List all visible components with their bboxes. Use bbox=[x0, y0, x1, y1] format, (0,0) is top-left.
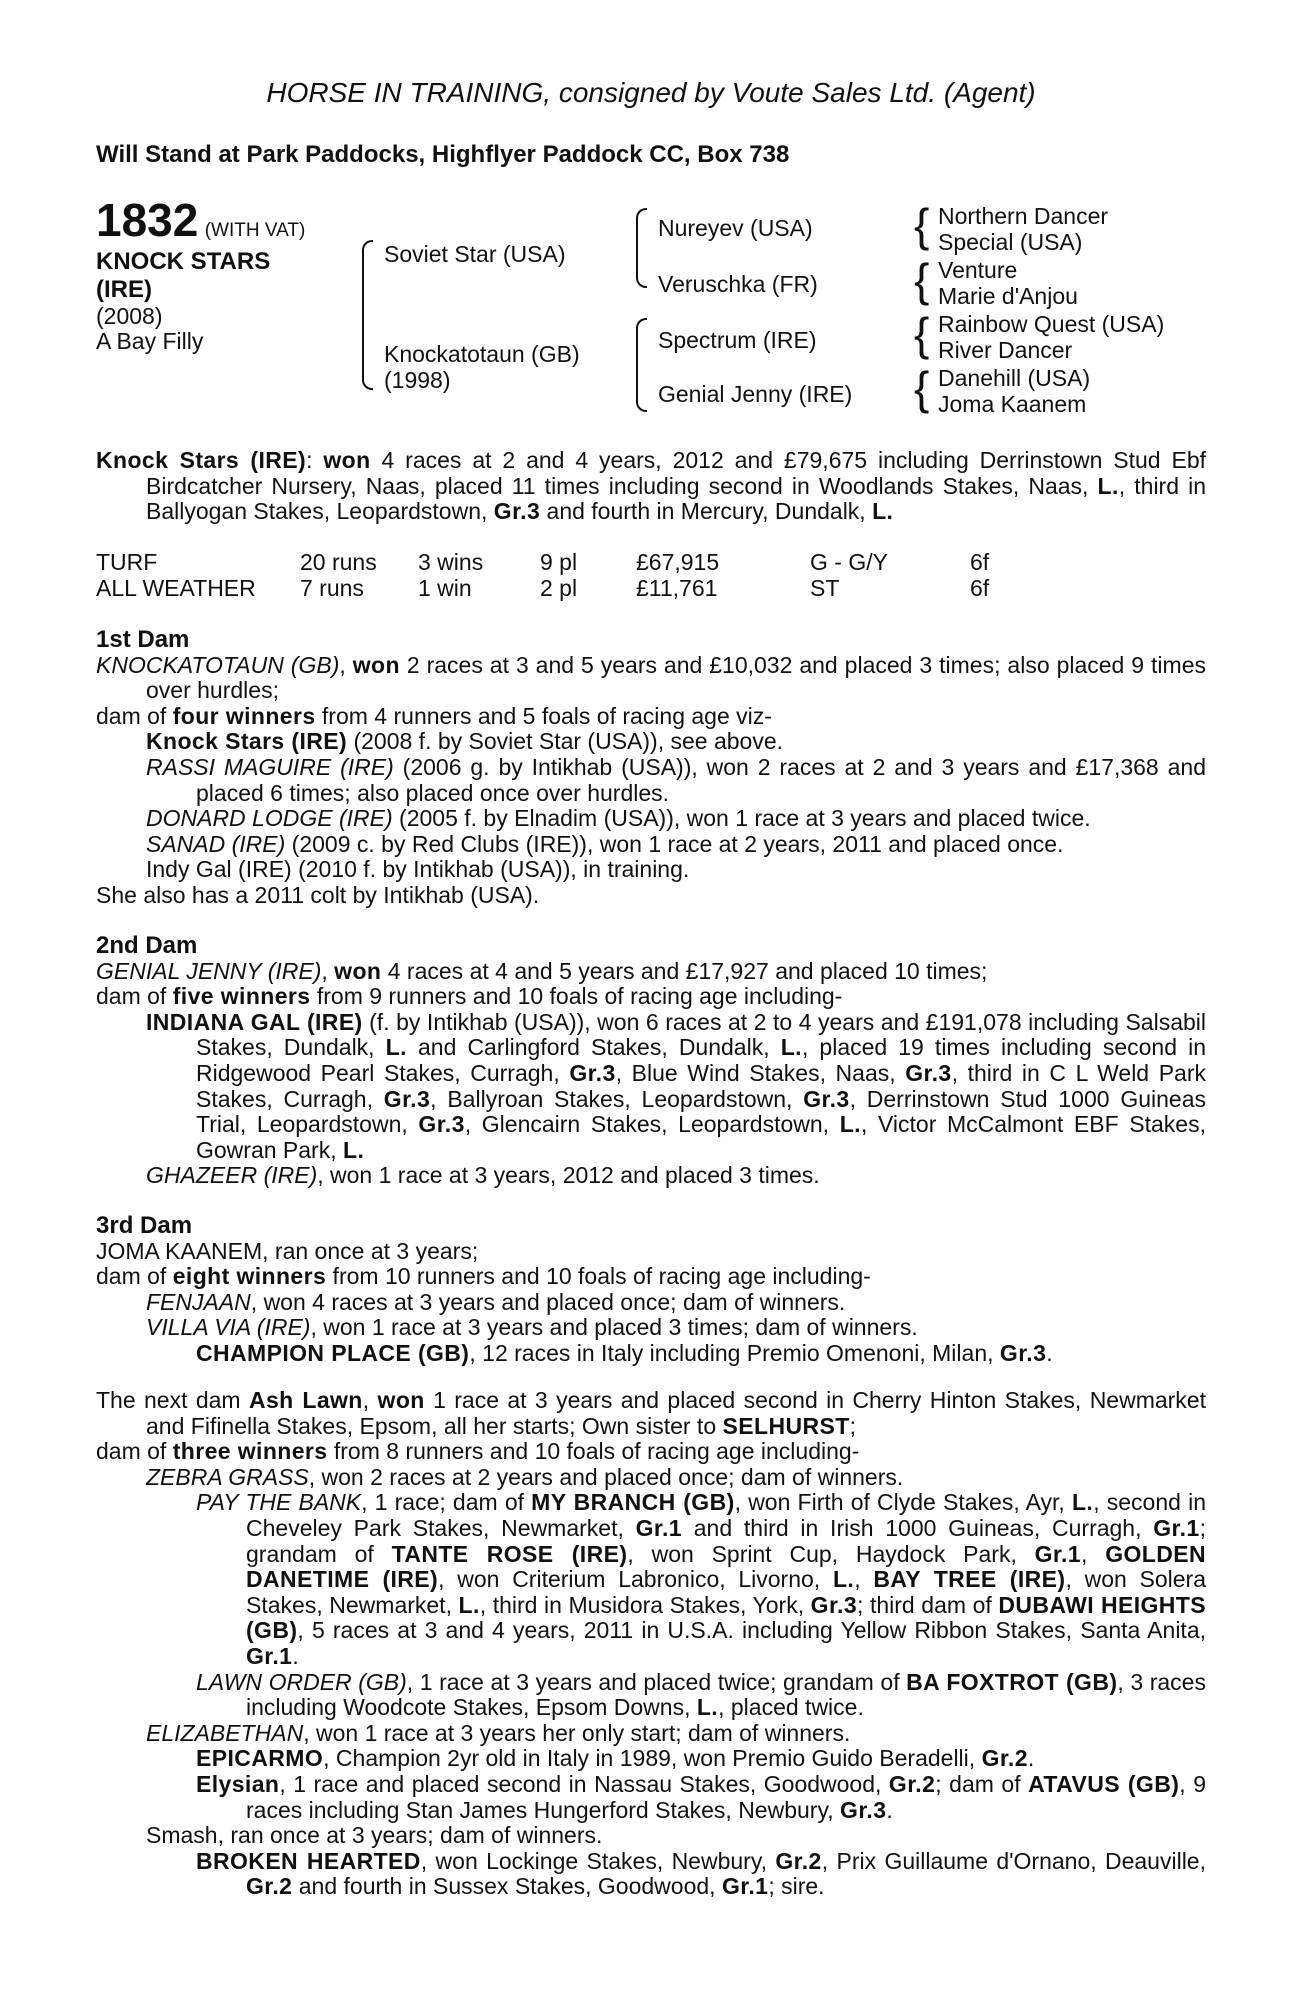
section-heading: 3rd Dam bbox=[96, 1212, 193, 1239]
pedigree-dam: Knockatotaun (GB) bbox=[384, 341, 580, 367]
pedigree-ggs-1: Northern Dancer bbox=[938, 203, 1109, 229]
perf-placed: 2 pl bbox=[540, 575, 578, 602]
dam-summary: KNOCKATOTAUN (GB), won 2 races at 3 and 5 years and £10,032 and placed 3 times; also placed 9 times over hurdles; bbox=[96, 651, 1206, 704]
dam-produce-summary: dam of eight winners from 10 runners and 10 foals of racing age including- bbox=[96, 1263, 871, 1290]
lot-info bbox=[96, 194, 306, 355]
fourth-dam-section bbox=[96, 1388, 1206, 1900]
second-dam-section bbox=[96, 933, 1206, 1189]
dam-summary: JOMA KAANEM, ran once at 3 years; bbox=[96, 1237, 479, 1264]
table-row bbox=[96, 550, 989, 576]
list-item: RASSI MAGUIRE (IRE) (2006 g. by Intikhab (USA)), won 2 races at 2 and 3 years and £17,368 and placed 6 times; also placed once over hurdles. bbox=[146, 753, 1206, 806]
list-item: VILLA VIA (IRE), won 1 race at 3 years and placed 3 times; dam of winners. bbox=[146, 1314, 918, 1341]
perf-surface: TURF bbox=[96, 549, 158, 576]
pedigree-brace: { bbox=[914, 254, 930, 306]
pedigree-ggd-3: River Dancer bbox=[938, 337, 1073, 363]
pedigree-dam-dam: Genial Jenny (IRE) bbox=[658, 381, 853, 407]
list-item: Smash, ran once at 3 years; dam of winners. bbox=[146, 1822, 603, 1849]
perf-going: ST bbox=[810, 575, 840, 602]
list-item: She also has a 2011 colt by Intikhab (USA). bbox=[96, 881, 540, 908]
list-item: CHAMPION PLACE (GB), 12 races in Italy including Premio Omenoni, Milan, Gr.3. bbox=[196, 1339, 1053, 1366]
dam-summary: GENIAL JENNY (IRE), won 4 races at 4 and 5 years and £17,927 and placed 10 times; bbox=[96, 957, 988, 984]
pedigree-ggs-4: Danehill (USA) bbox=[938, 365, 1091, 391]
perf-wins: 3 wins bbox=[418, 549, 484, 576]
pedigree-brace bbox=[636, 318, 647, 412]
table-row bbox=[96, 576, 989, 602]
perf-going: G - G/Y bbox=[810, 549, 888, 576]
pedigree-dam-sire: Spectrum (IRE) bbox=[658, 327, 817, 353]
section-heading: 1st Dam bbox=[96, 626, 190, 653]
pedigree-brace bbox=[636, 208, 647, 288]
pedigree-sire-dam: Veruschka (FR) bbox=[658, 271, 818, 297]
pedigree-ggd-4: Joma Kaanem bbox=[938, 391, 1087, 417]
perf-distance: 6f bbox=[970, 575, 990, 602]
pedigree-sire-sire: Nureyev (USA) bbox=[658, 215, 813, 241]
dam-produce-summary: dam of three winners from 8 runners and 10 foals of racing age including- bbox=[96, 1438, 860, 1465]
list-item: GHAZEER (IRE), won 1 race at 3 years, 2012 and placed 3 times. bbox=[146, 1162, 820, 1189]
pedigree-brace: { bbox=[914, 199, 930, 251]
third-dam-section bbox=[96, 1213, 1206, 1367]
horse-description: A Bay Filly bbox=[96, 328, 204, 355]
list-item: FENJAAN, won 4 races at 3 years and placed once; dam of winners. bbox=[146, 1288, 846, 1315]
perf-surface: ALL WEATHER bbox=[96, 575, 256, 602]
dam-summary: The next dam Ash Lawn, won 1 race at 3 years and placed second in Cherry Hinton Stakes, Newmarket and Fifinella Stakes, Epsom, all her starts; Own sister to SELHURST; bbox=[96, 1387, 1206, 1439]
list-item: LAWN ORDER (GB), 1 race at 3 years and placed twice; grandam of BA FOXTROT (GB), 3 races including Woodcote Stakes, Epsom Downs, L., placed twice. bbox=[196, 1668, 1206, 1721]
list-item: Elysian, 1 race and placed second in Nassau Stakes, Goodwood, Gr.2; dam of ATAVUS (GB), 9 races including Stan James Hungerford Stakes, Newbury, Gr.3. bbox=[196, 1770, 1206, 1823]
horse-name-line1: KNOCK STARS bbox=[96, 247, 271, 275]
pedigree-ggd-2: Marie d'Anjou bbox=[938, 283, 1078, 309]
perf-earnings: £11,761 bbox=[636, 575, 718, 602]
pedigree-brace bbox=[362, 240, 373, 390]
vat-label: (WITH VAT) bbox=[204, 220, 306, 241]
perf-runs: 20 runs bbox=[300, 549, 377, 576]
list-item: SANAD (IRE) (2009 c. by Red Clubs (IRE)), won 1 race at 2 years, 2011 and placed once. bbox=[146, 830, 1064, 857]
perf-wins: 1 win bbox=[418, 575, 472, 602]
pedigree-sire: Soviet Star (USA) bbox=[384, 241, 566, 267]
pedigree-ggd-1: Special (USA) bbox=[938, 229, 1083, 255]
list-item: INDIANA GAL (IRE) (f. by Intikhab (USA)), won 6 races at 2 to 4 years and £191,078 including Salsabil Stakes, Dundalk, L. and Carlingford Stakes, Dundalk, L., placed 19 times including second in Ridgewood Pearl Stakes, Curragh, Gr.3, Blue Wind Stakes, Naas, Gr.3, third in C L Weld Park Stakes, Curragh, Gr.3, Ballyroan Stakes, Leopardstown, Gr.3, Derrinstown Stud 1000 Guineas Trial, Leopardstown, Gr.3, Glencairn Stakes, Leopardstown, L., Victor McCalmont EBF Stakes, Gowran Park, L. bbox=[146, 1008, 1207, 1163]
perf-runs: 7 runs bbox=[300, 575, 364, 602]
pedigree-ggs-2: Venture bbox=[938, 257, 1018, 283]
race-record bbox=[96, 448, 1206, 525]
list-item: EPICARMO, Champion 2yr old in Italy in 1989, won Premio Guido Beradelli, Gr.2. bbox=[196, 1745, 1035, 1772]
list-item: ZEBRA GRASS, won 2 races at 2 years and placed once; dam of winners. bbox=[146, 1463, 904, 1490]
page-title: HORSE IN TRAINING, consigned by Voute Sales Ltd. (Agent) bbox=[266, 77, 1036, 108]
perf-earnings: £67,915 bbox=[636, 549, 720, 576]
list-item: Knock Stars (IRE) (2008 f. by Soviet Star (USA)), see above. bbox=[146, 728, 783, 755]
foaling-year: (2008) bbox=[96, 302, 163, 329]
perf-placed: 9 pl bbox=[540, 549, 578, 576]
dam-produce-summary: dam of four winners from 4 runners and 5 foals of racing age viz- bbox=[96, 702, 772, 729]
list-item: Indy Gal (IRE) (2010 f. by Intikhab (USA)), in training. bbox=[146, 856, 690, 883]
first-dam-section bbox=[96, 627, 1206, 909]
list-item: PAY THE BANK, 1 race; dam of MY BRANCH (GB), won Firth of Clyde Stakes, Ayr, L., second in Cheveley Park Stakes, Newmarket, Gr.1 and third in Irish 1000 Guineas, Curragh, Gr.1; grandam of TANTE ROSE (IRE), won Sprint Cup, Haydock Park, Gr.1, GOLDEN DANETIME (IRE), won Criterium Labronico, Livorno, L., BAY TREE (IRE), won Solera Stakes, Newmarket, L., third in Musidora Stakes, York, Gr.3; third dam of DUBAWI HEIGHTS (GB), 5 races at 3 and 4 years, 2011 in U.S.A. including Yellow Ribbon Stakes, Santa Anita, Gr.1. bbox=[196, 1489, 1207, 1669]
list-item: BROKEN HEARTED, won Lockinge Stakes, Newbury, Gr.2, Prix Guillaume d'Ornano, Deauville, Gr.2 and fourth in Sussex Stakes, Goodwood, Gr.1; sire. bbox=[196, 1847, 1206, 1900]
race-record-text: Knock Stars (IRE): won 4 races at 2 and 4 years, 2012 and £79,675 including Derrinstown Stud Ebf Birdcatcher Nursery, Naas, placed 11 times including second in Woodlands Stakes, Naas, L., third in Ballyogan Stakes, Leopardstown, Gr.3 and fourth in Mercury, Dundalk, L. bbox=[96, 447, 1206, 525]
horse-name-line2: (IRE) bbox=[96, 275, 152, 303]
lot-number: 1832 bbox=[96, 194, 199, 246]
pedigree-brace: { bbox=[914, 362, 930, 414]
section-heading: 2nd Dam bbox=[96, 932, 198, 959]
list-item: ELIZABETHAN, won 1 race at 3 years her only start; dam of winners. bbox=[146, 1719, 851, 1746]
performance-table bbox=[96, 550, 989, 602]
dam-produce-summary: dam of five winners from 9 runners and 10 foals of racing age including- bbox=[96, 983, 843, 1010]
perf-distance: 6f bbox=[970, 549, 990, 576]
list-item: DONARD LODGE (IRE) (2005 f. by Elnadim (USA)), won 1 race at 3 years and placed twice. bbox=[146, 805, 1091, 832]
pedigree-ggs-3: Rainbow Quest (USA) bbox=[938, 311, 1165, 337]
pedigree-brace: { bbox=[914, 308, 930, 360]
stand-location: Will Stand at Park Paddocks, Highflyer Paddock CC, Box 738 bbox=[96, 141, 790, 168]
pedigree-dam-year: (1998) bbox=[384, 367, 451, 393]
